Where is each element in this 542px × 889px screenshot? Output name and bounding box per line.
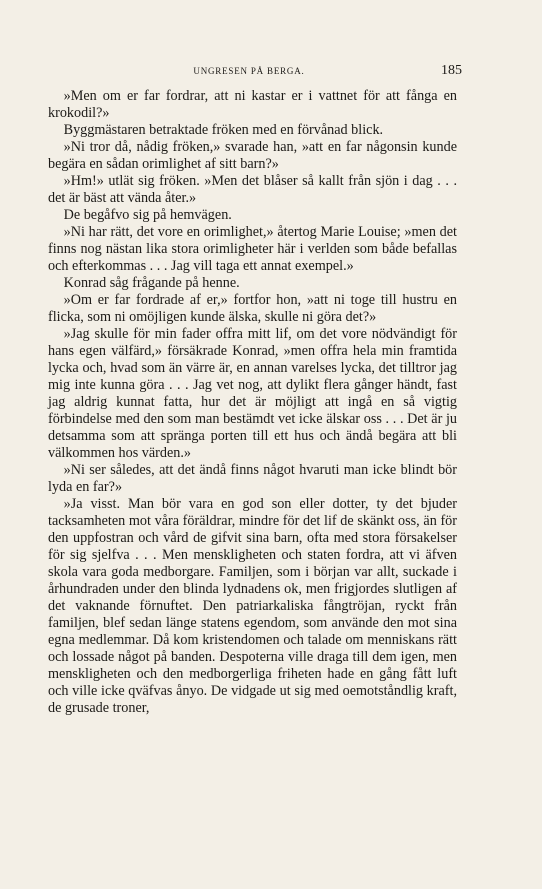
body-text [48,88,457,717]
paragraph: »Jag skulle för min fader offra mitt lif, om det vore nödvändigt för hans egen välfärd,» försäkrade Konrad, »men offra hela min framtida lycka och, hvad som än värre är, en annan varelses lycka, det tilltror jag mig inte kunna göra . . . Jag vet nog, att dylikt flera gånger händt, fast jag aldrig kunnat fatta, hur det är möjligt att ingå en så vigtig förbindelse med den som man bestämdt vet icke älskar oss . . . Det är ju detsamma som att spränga porten till ett hus och ändå begära att bli välkommen hos värden.» [48,326,457,461]
paragraph: De begåfvo sig på hemvägen. [63,207,232,223]
paragraph: »Ni har rätt, det vore en orimlighet,» återtog Marie Louise; »men det finns nog nästan lika stora orimligheter här i verlden som både befallas och efterkommas . . . Jag vill taga ett annat exempel.» [48,224,457,274]
paragraph: Byggmästaren betraktade fröken med en förvånad blick. [63,122,384,138]
paragraph: »Hm!» utlät sig fröken. »Men det blåser så kallt från sjön i dag . . . det är bäst att vända åter.» [48,173,457,206]
paragraph: »Ja visst. Man bör vara en god son eller dotter, ty det bjuder tacksamheten mot våra föräldrar, mindre för det lif de skänkt oss, än för den uppfostran och vård de gifvit sina barn, ofta med stora försakelser för sig sjelfva . . . Men menskligheten och staten fordra, att vi äfven skola vara goda medborgare. Familjen, som i början var allt, suckade i århundraden under den blinda lydnadens ok, men frigjordes slutligen af det vaknande förnuftet. Den patriarkaliska fångtröjan, ryckt från familjen, blef sedan länge statens egendom, som använde den mot sina egna medlemmar. Då kom kristendomen och talade om menniskans rätt och lossade något på banden. Despoterna ville draga till dem igen, men menskligheten och den medborgerliga friheten hade en gång fått luft och ville icke qväfvas ånyo. De vidgade ut sig med oemotståndlig kraft, de grusade troner, [48,496,457,716]
page-header [48,63,462,79]
paragraph: Konrad såg frågande på henne. [63,275,240,291]
paragraph: »Men om er far fordrar, att ni kastar er i vattnet för att fånga en krokodil?» [48,88,457,121]
running-title: UNGRESEN PÅ BERGA. [193,66,305,76]
paragraph: »Ni ser således, att det ändå finns något hvaruti man icke blindt bör lyda en far?» [48,462,457,495]
page-number: 185 [441,63,462,78]
paragraph: »Om er far fordrade af er,» fortfor hon, »att ni toge till hustru en flicka, som ni omöjligen kunde älska, skulle ni göra det?» [48,292,457,325]
paragraph: »Ni tror då, nådig fröken,» svarade han, »att en far någonsin kunde begära en sådan orimlighet af sitt barn?» [48,139,457,172]
